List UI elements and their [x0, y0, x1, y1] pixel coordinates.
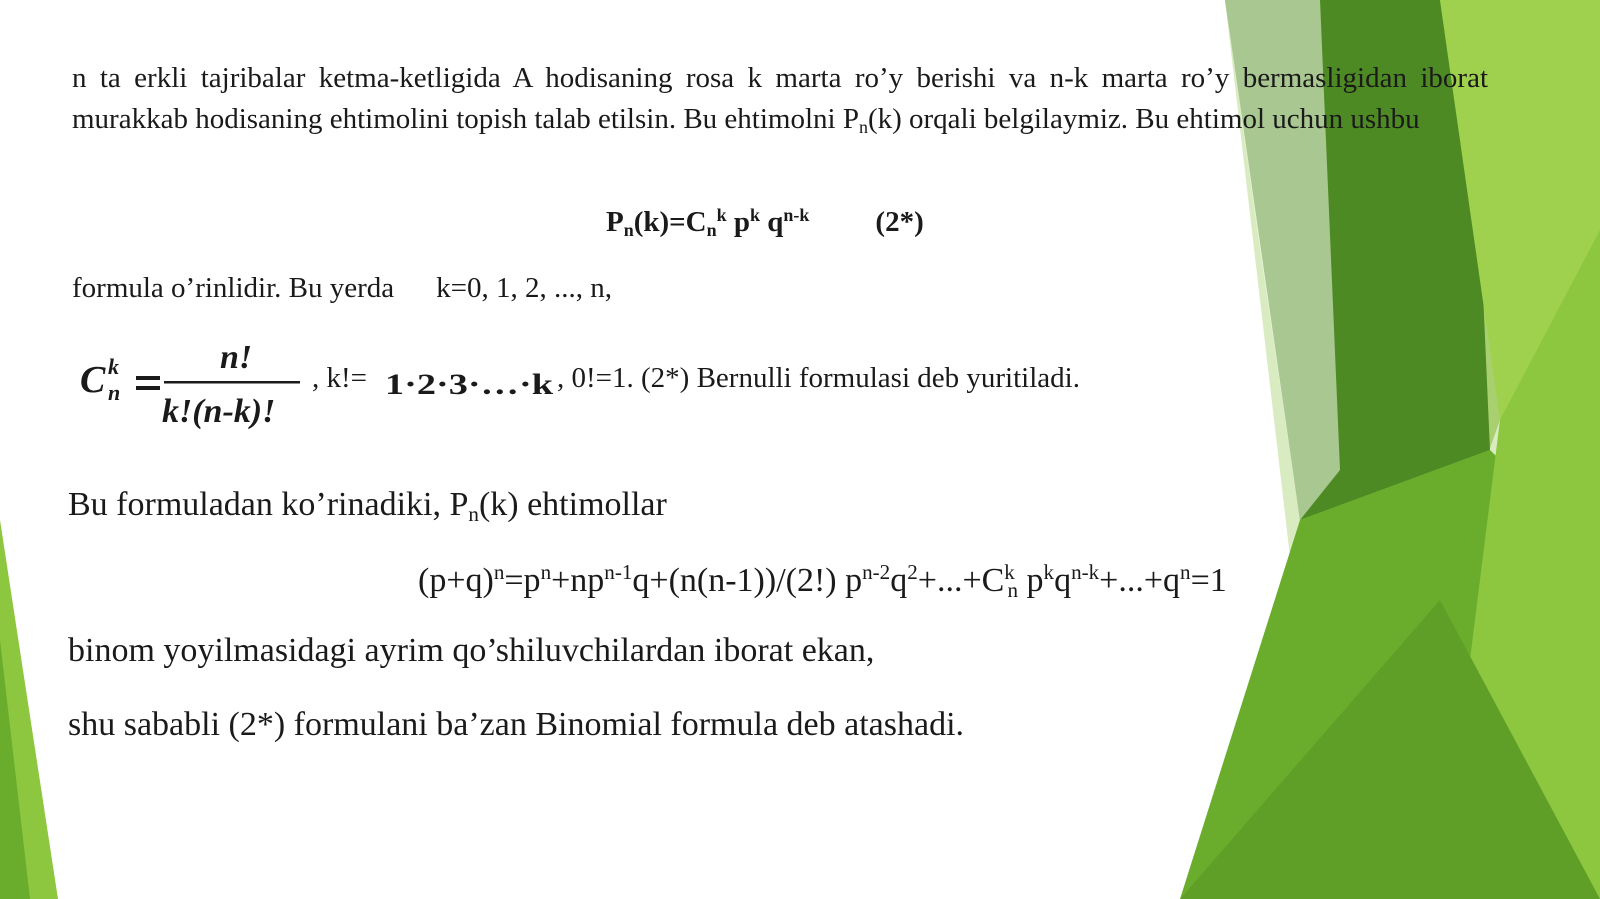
- comb-lhs-sup: k: [108, 354, 119, 379]
- formula-label: (2*): [875, 206, 924, 238]
- conclusion-line-1: Bu formuladan ko’rinadiki, $P_n(k)$ ehtimollar: [68, 486, 667, 526]
- bernoulli-name-line: , 0!=1. (2*) Bernulli formulasi deb yuritiladi.: [557, 362, 1080, 394]
- intro-text-a: n ta erkli tajribalar ketma-ketligida A hodisaning rosa k marta ro’y berishi va n-k marta ro’y bermasligidan iborat murakkab hodisaning ehtimolini topish talab etilsin. Bu ehtimolni P: [72, 62, 1488, 135]
- range-text-a: formula o’rinlidir. Bu yerda: [72, 272, 395, 304]
- intro-paragraph: [72, 58, 1488, 140]
- comb-lhs-sub: n: [108, 380, 121, 405]
- comb-lhs: C: [80, 359, 106, 401]
- factorial-value: 1·2·3·…·k: [385, 368, 554, 401]
- binomial-expansion: $(p+q)^n=p^n+np^{n-1}q+(n(n-1))/(2!)$ $p^{n-2}q^2+...+C^k_n$ $p^kq^{n-k}+...+q^n=1$: [418, 560, 1227, 602]
- factorial-product-image: [385, 367, 555, 401]
- comb-numerator: n!: [220, 340, 253, 376]
- conclusion-line-3: shu sababli (2*) formulani ba’zan Binomial formula deb atashadi.: [68, 706, 965, 743]
- kfact-label: , k!=: [312, 362, 368, 394]
- conclusion-line-2: binom yoyilmasidagi ayrim qo’shiluvchilardan iborat ekan,: [68, 632, 875, 669]
- intro-text-b: (k) orqali belgilaymiz. Bu ehtimol uchun ushbu: [867, 103, 1420, 135]
- range-text-b: k=0, 1, 2, ..., n,: [436, 272, 613, 304]
- bernoulli-formula: $P_n(k)=C_n^k$ $p^k$ $q^{n-k}$ (2*): [606, 205, 924, 241]
- comb-denominator: k!(n-k)!: [162, 393, 276, 430]
- combination-fraction-image: [78, 340, 312, 434]
- range-line: [72, 272, 612, 305]
- intro-sub-n: n: [858, 117, 868, 138]
